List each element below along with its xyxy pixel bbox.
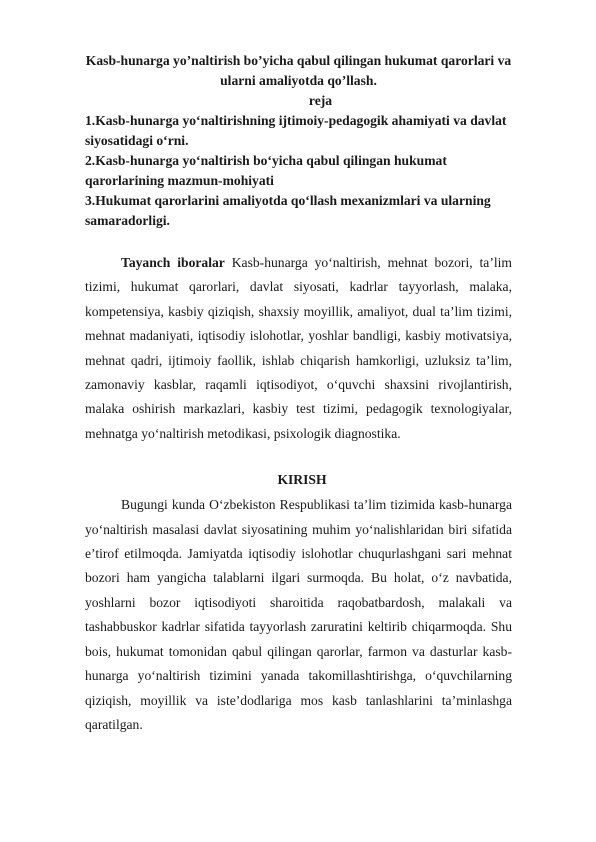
title-line-2: ularni amaliyotda qo’llash. [220, 73, 377, 88]
title-line-1: Kasb-hunarga yo’naltirish bo’yicha qabul qilingan hukumat qarorlari va [85, 53, 512, 68]
keywords-label: Tayanch iboralar [121, 255, 225, 270]
intro-paragraph: Bugungi kunda O‘zbekiston Respublikasi ta’lim tizimida kasb-hunarga yo‘naltirish masalasi davlat siyosatining muhim yo‘nalishlaridan biri sifatida e’tirof etilmoqda. Jamiyatda iqtisodiy islohotlar chuqurlashgani sari mehnat bozori ham yangicha talablarni ilgari surmoqda. Bu holat, o‘z navbatida, yoshlarni bozor iqtisodiyoti sharoitida raqobatbardosh, malakali va tashabbuskor kadrlar sifatida tayyorlash zaruratini keltirib chiqarmoqda. Shu bois, hukumat tomonidan qabul qilingan qarorlar, farmon va dasturlar kasb-hunarga yo‘naltirish tizimini yanada takomillashtirishga, o‘quvchilarning qiziqish, moyillik va iste’dodlariga mos kasb tanlashlarini ta’minlashga qaratilgan. [85, 497, 512, 732]
document-title [85, 51, 512, 91]
keywords-text: Kasb-hunarga yo‘naltirish, mehnat bozori, ta’lim tizimi, hukumat qarorlari, davlat siyosati, kadrlar tayyorlash, malaka, kompetensiya, kasbiy qiziqish, shaxsiy moyillik, amaliyot, dual ta’lim tizimi, mehnat madaniyati, iqtisodiy islohotlar, yoshlar bandligi, kasbiy motivatsiya, mehnat qadri, ijtimoiy faollik, ishlab chiqarish hamkorligi, uzluksiz ta’lim, zamonaviy kasblar, raqamli iqtisodiyot, o‘quvchi shaxsini rivojlantirish, malaka oshirish markazlari, kasbiy test tizimi, pedagogik texnologiyalar, mehnatga yo‘naltirish metodikasi, psixologik diagnostika. [85, 255, 512, 441]
plan-item-2: 2.Kasb-hunarga yo‘naltirish bo‘yicha qabul qilingan hukumat qarorlarining mazmun-mohiyati [85, 153, 447, 188]
plan-item-1: 1.Kasb-hunarga yo‘naltirishning ijtimoiy-pedagogik ahamiyati va davlat siyosatidagi o‘rni. [85, 113, 507, 148]
plan-heading: reja [308, 93, 333, 108]
plan-item-3: 3.Hukumat qarorlarini amaliyotda qo‘llash mexanizmlari va ularning samaradorligi. [85, 193, 491, 228]
section-heading: KIRISH [277, 472, 327, 488]
document-page [85, 44, 512, 737]
spacer [85, 231, 512, 251]
plan-list [85, 111, 512, 231]
keywords-paragraph [85, 251, 512, 446]
